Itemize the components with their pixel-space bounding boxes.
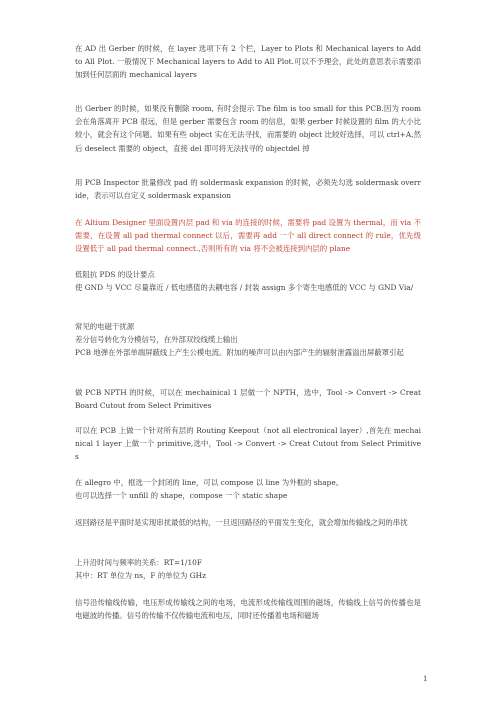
paragraph-return-path	[75, 516, 421, 529]
paragraph-gerber-room	[75, 102, 421, 155]
text-line: 上升沿时间与频率的关系：RT=1/10F	[75, 558, 202, 567]
text-line: 常见的电磁干扰源	[75, 322, 135, 331]
text-line: 使 GND 与 VCC 尽量靠近 / 低电感值的去耦电容 / 封装 assign 多个寄生电感低的 VCC 与 GND Via/	[75, 283, 414, 293]
paragraph-gerber-layers	[75, 42, 421, 82]
text-line: 差分信号转化为分模信号，在外部双绞线缆上输出	[75, 335, 238, 345]
paragraph-rise-time	[75, 556, 421, 582]
text-line: 可以在 PCB 上做一个针对所有层的 Routing Keepout（not all electronical layer）,首先在 mechainical 1 layer 上做一个 primitive,选中，Tool -> Convert -> Creat Cutout from Select Primitives	[75, 426, 421, 462]
text-line: 在 allegro 中，框选一个封闭的 line，可以 compose 以 line 为外框的 shape。	[75, 478, 344, 487]
text-line: 信号沿传输线传输，电压形成传输线之间的电场，电流形成传输线周围的磁场，传输线上信号的传播也是电磁波的传播。信号的传输不仅传输电流和电压，同时还传播着电场和磁场	[75, 598, 421, 621]
text-line: 用 PCB Inspector 批量修改 pad 的 soldermask expansion 的时候，必须先勾选 soldermask override，表示可以自定义 soldermask expansion	[75, 178, 421, 201]
text-line: 其中：RT 单位为 ns，F 的单位为 GHz	[75, 571, 206, 581]
text-line: 做 PCB NPTH 的时候，可以在 mechainical 1 层做一个 NPTH，选中，Tool -> Convert -> Creat Board Cutout from Select Primitives	[75, 388, 421, 411]
paragraph-allegro-shape	[75, 476, 421, 502]
text-line: 也可以选择一个 unfill 的 shape，compose 一个 static shape	[75, 491, 288, 501]
page-number: 1	[423, 675, 428, 683]
paragraph-emi-sources	[75, 320, 421, 360]
text-line: 低阻抗 PDS 的设计要点	[75, 270, 155, 279]
paragraph-npth	[75, 386, 421, 412]
text-line: 出 Gerber 的时候，如果没有删除 room, 有时会提示 The film is too small for this PCB.因为 room 会在角落离开 PCB 很远，但是 gerber 需要包含 room 的信息，如果 gerber 时候设置的 film 的大小比较小，就会有这个问题。如果有些 object 实在无法寻找，而需要的 object 比较好选择，可以 ctrl+A,然后 deselect 需要的 object，直接 del 即可将无法找寻的 objectdel 掉	[75, 104, 421, 153]
text-line: 在 Altium Designer 里面设置内层 pad 和 via 的连接的时候，需要将 pad 设置为 thermal，而 via 不需要，在设置 all pad thermal connect 以后，需要再 add 一个 all direct connect 的 rule，优先级设置低于 all pad thermal connect.,否则所有的 via 将不会被连接到内层的 plane	[75, 218, 421, 254]
paragraph-signal-propagation	[75, 596, 421, 622]
text-line: PCB 地弹在外部单端屏蔽线上产生公模电流。附加的噪声可以由内部产生的辐射泄露溢出屏蔽罩引起	[75, 348, 404, 358]
text-line: 在 AD 出 Gerber 的时候，在 layer 选项下有 2 个栏，Layer to Plots 和 Mechanical layers to Add to All Plot. 一般情况下 Mechanical layers to Add to All Plot.可以不予理会，此处的意思表示需要添加到任何层面的 mechanical layers	[75, 44, 421, 80]
paragraph-altium-thermal	[75, 216, 421, 256]
paragraph-routing-keepout	[75, 424, 421, 464]
paragraph-pcb-inspector	[75, 176, 421, 202]
paragraph-pds-design	[75, 268, 421, 294]
text-line: 返回路径是平面时是实现串扰最低的结构，一旦返回路径的平面发生变化，就会增加传输线之间的串扰	[75, 518, 408, 527]
